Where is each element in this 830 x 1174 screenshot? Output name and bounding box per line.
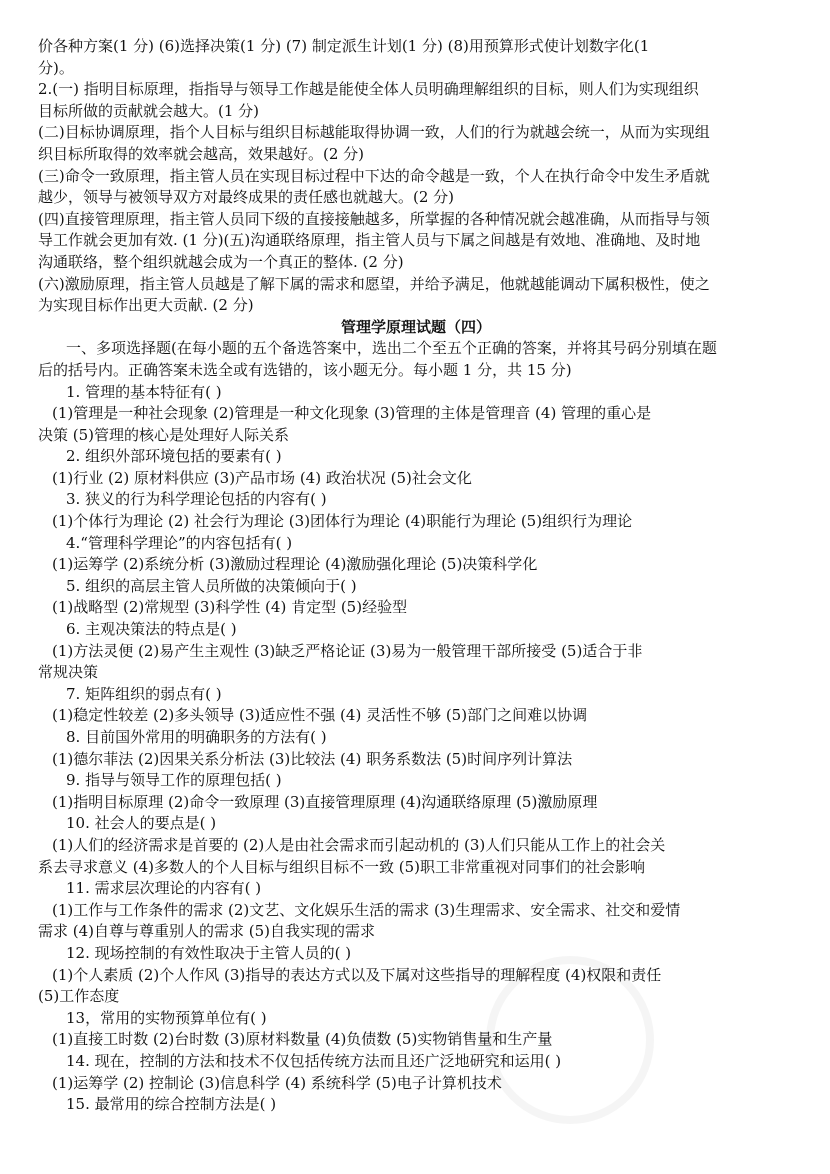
question-stem: 8. 目前国外常用的明确职务的方法有( ) [66,728,327,746]
text-line: 分)。 [38,58,74,77]
question-stem: 13，常用的实物预算单位有( ) [66,1008,267,1027]
answer-paragraph [38,209,794,274]
text-line: 后的括号内。正确答案未选全或有选错的，该小题无分。每小题 1 分，共 15 分) [38,360,572,379]
option-line: (1)个体行为理论 (2) 社会行为理论 (3)团体行为理论 (4)职能行为理论 (5)组织行为理论 [52,512,633,531]
question-options [38,705,794,727]
question-options [38,749,794,771]
answer-paragraph [38,79,794,122]
option-line: (1)德尔菲法 (2)因果关系分析法 (3)比较法 (4) 职务系数法 (5)时间序列计算法 [52,749,573,768]
question-options [38,641,794,684]
exam-title: 管理学原理试题（四） [340,317,491,336]
question-stem: 11. 需求层次理论的内容有( ) [66,879,262,898]
option-line: (1)稳定性较差 (2)多头领导 (3)适应性不强 (4) 灵活性不够 (5)部门之间难以协调 [52,706,588,725]
option-line: 决策 (5)管理的核心是处理好人际关系 [38,425,290,444]
question-options [38,835,794,878]
question-stem: 4.“管理科学理论”的内容包括有( ) [66,533,293,552]
question-options [38,1029,794,1051]
question-stem: 6. 主观决策法的特点是( ) [66,620,237,639]
answer-paragraph [38,166,794,209]
question-options [38,965,794,1008]
answer-paragraph [38,274,794,317]
option-line: (1)方法灵便 (2)易产生主观性 (3)缺乏严格论证 (3)易为一般管理干部所接受 (5)适合于非 [52,641,643,660]
question-stem: 2. 组织外部环境包括的要素有( ) [66,447,282,466]
section-instructions [38,338,794,381]
option-line: 常规决策 [38,663,99,682]
question-stem: 1. 管理的基本特征有( ) [66,382,222,401]
question-options [38,792,794,814]
option-line: 系去寻求意义 (4)多数人的个人目标与组织目标不一致 (5)职工非常重视对同事们的社会影响 [38,857,646,876]
question-stem: 10. 社会人的要点是( ) [66,814,217,833]
text-line: 织目标所取得的效率就会越高，效果越好。(2 分) [38,144,365,163]
text-line: 目标所做的贡献就会越大。(1 分) [38,101,260,120]
question-options [38,554,794,576]
answer-paragraph [38,122,794,165]
option-line: (1)人们的经济需求是首要的 (2)人是由社会需求而引起动机的 (3)人们只能从工作上的社会关 [52,835,666,854]
question-stem: 14. 现在，控制的方法和技术不仅包括传统方法而且还广泛地研究和运用( ) [66,1051,562,1070]
option-line: (1)个人素质 (2)个人作风 (3)指导的表达方式以及下属对这些指导的理解程度 (4)权限和责任 [52,965,662,984]
question-stem: 5. 组织的高层主管人员所做的决策倾向于( ) [66,576,357,595]
text-line: 价各种方案(1 分) (6)选择决策(1 分) (7) 制定派生计划(1 分) (8)用预算形式使计划数字化(1 [38,37,650,55]
option-line: (1)战略型 (2)常规型 (3)科学性 (4) 肯定型 (5)经验型 [52,598,408,617]
option-line: (1)运筹学 (2) 控制论 (3)信息科学 (4) 系统科学 (5)电子计算机技术 [52,1073,502,1092]
text-line: (六)激励原理，指主管人员越是了解下属的需求和愿望，并给予满足，他就越能调动下属积极性，使之 [38,274,710,293]
question-list [38,382,794,1116]
question-stem: 3. 狭义的行为科学理论包括的内容有( ) [66,490,327,509]
question-options [38,900,794,943]
option-line: (1)直接工时数 (2)台时数 (3)原材料数量 (4)负债数 (5)实物销售量和生产量 [52,1030,553,1049]
text-line: 一、多项选择题(在每小题的五个备选答案中，选出二个至五个正确的答案，并将其号码分别填在题 [66,339,717,358]
text-line: (三)命令一致原理，指主管人员在实现目标过程中下达的命令越是一致，个人在执行命令中发生矛盾就 [38,166,710,185]
option-line: (1)指明目标原理 (2)命令一致原理 (3)直接管理原理 (4)沟通联络原理 (5)激励原理 [52,792,598,811]
text-line: (四)直接管理原理，指主管人员同下级的直接接触越多，所掌握的各种情况就会越准确，从而指导与领 [38,209,710,228]
text-line: 越少，领导与被领导双方对最终成果的责任感也就越大。(2 分) [38,188,455,207]
document-page [38,36,794,1116]
text-line: 导工作就会更加有效. (1 分)(五)沟通联络原理，指主管人员与下属之间越是有效地、准确地、及时地 [38,231,701,250]
text-line: (二)目标协调原理，指个人目标与组织目标越能取得协调一致，人们的行为就越会统一，从而为实现组 [38,123,710,142]
question-options [38,511,794,533]
option-line: (1)管理是一种社会现象 (2)管理是一种文化现象 (3)管理的主体是管理音 (4) 管理的重心是 [52,404,652,423]
option-line: (1)工作与工作条件的需求 (2)文艺、文化娱乐生活的需求 (3)生理需求、安全需求、社交和爱情 [52,900,681,919]
text-line: 为实现目标作出更大贡献. (2 分) [38,296,254,315]
question-options [38,403,794,446]
option-line: 需求 (4)自尊与尊重别人的需求 (5)自我实现的需求 [38,922,376,941]
option-line: (1)行业 (2) 原材料供应 (3)产品市场 (4) 政治状况 (5)社会文化 [52,468,472,487]
question-options [38,468,794,490]
answer-paragraph [38,36,794,79]
text-line: 沟通联络，整个组织就越会成为一个真正的整体. (2 分) [38,252,404,271]
question-options [38,597,794,619]
question-stem: 15. 最常用的综合控制方法是( ) [66,1095,277,1114]
text-line: 2.(一) 指明目标原理，指指导与领导工作越是能使全体人员明确理解组织的目标，则人们为实现组织 [38,80,699,99]
option-line: (5)工作态度 [38,987,120,1006]
question-stem: 9. 指导与领导工作的原理包括( ) [66,771,282,790]
option-line: (1)运筹学 (2)系统分析 (3)激励过程理论 (4)激励强化理论 (5)决策科学化 [52,555,538,574]
question-options [38,1073,794,1095]
question-stem: 12. 现场控制的有效性取决于主管人员的( ) [66,943,352,962]
question-stem: 7. 矩阵组织的弱点有( ) [66,684,222,703]
